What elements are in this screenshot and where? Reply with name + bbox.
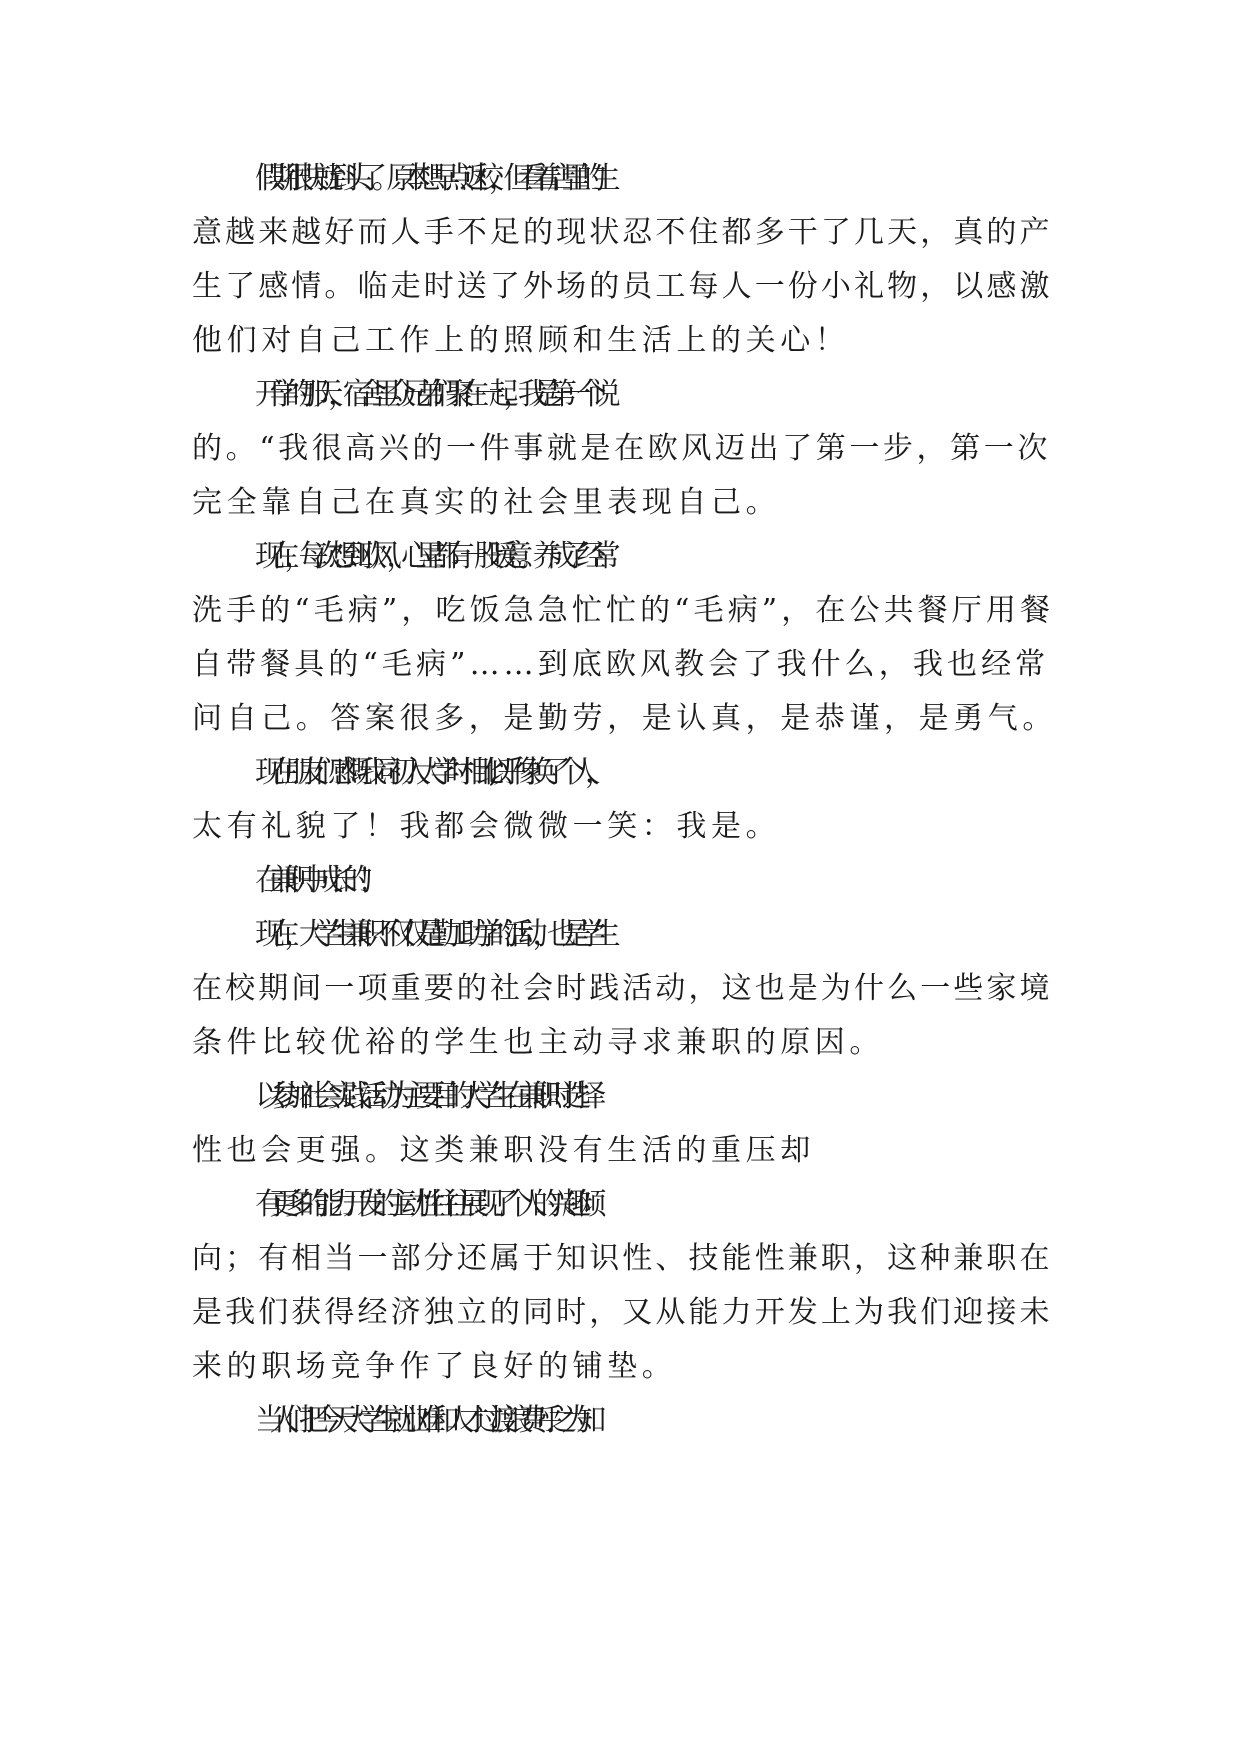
text-line: 来的职场竞争作了良好的铺垫。 [192,1349,677,1384]
text-line: 条件比较优裕的学生也主动寻求兼职的原因。 [192,1025,884,1060]
text-line: 现在，大学生兼职不仅仅是勤工助学的活动，也是学生 [255,917,606,952]
text-line: 在校期间一项重要的社会时践活动，这也是为什么一些家境 [192,971,1053,1006]
text-line: 是我们获得经济独立的同时，又从能力开发上为我们迎接未 [192,1295,1053,1330]
text-line: 向；有相当一部分还属于知识性、技能性兼职，这种兼职在 [192,1241,1053,1276]
text-line: 他们对自己工作上的照顾和生活上的关心！ [192,323,850,358]
text-line: 意越来越好而人手不足的现状忍不住都多干了几天，真的产 [192,215,1053,250]
text-line: 当人们把今天大学生就业难和人才过渡浪费呼之为知 [255,1403,591,1438]
text-line: 性也会更强。这类兼职没有生活的重压却 [192,1133,815,1168]
text-line: 太有礼貌了！我都会微微一笑：我是。 [192,809,781,844]
text-line: 完全靠自己在真实的社会里表现自己。 [192,485,781,520]
text-line: 问自己。答案很多，是勤劳，是认真，是恭谨，是勇气。 [192,701,1057,736]
text-line: 现在朋友们感慨我同初入大学时相比,似乎像换了个人， [255,755,600,790]
text-line: 洗手的“毛病”，吃饭急急忙忙的“毛病”，在公共餐厅用餐 [192,593,1055,628]
text-line: 现在，每次想到欧风，心里都有一股暖意。养成了经常 [255,539,606,574]
text-line: 自带餐具的“毛病”……到底欧风教会了我什么，我也经常 [192,647,1050,682]
text-line: 有更多的能力开发的主动性往往展现了个人的兴趣倾 [255,1187,591,1222]
text-line: 以参加社会实践活动为主要目的大学生在兼职时选择 [255,1079,591,1114]
text-line: 假期很快就到头了。原本想早点返校，但看着店里的生 [255,161,606,196]
text-line: 在兼职中成长的！ [255,863,372,898]
text-line: 的。“我很高兴的一件事就是在欧风迈出了第一步，第一次 [192,431,1051,466]
text-line: 生了感情。临走时送了外场的员工每人一份小礼物，以感激 [192,269,1053,304]
text-line: 开学的那天，宿舍里众兄弟们聚在一起，我是第一个说 [255,377,606,412]
